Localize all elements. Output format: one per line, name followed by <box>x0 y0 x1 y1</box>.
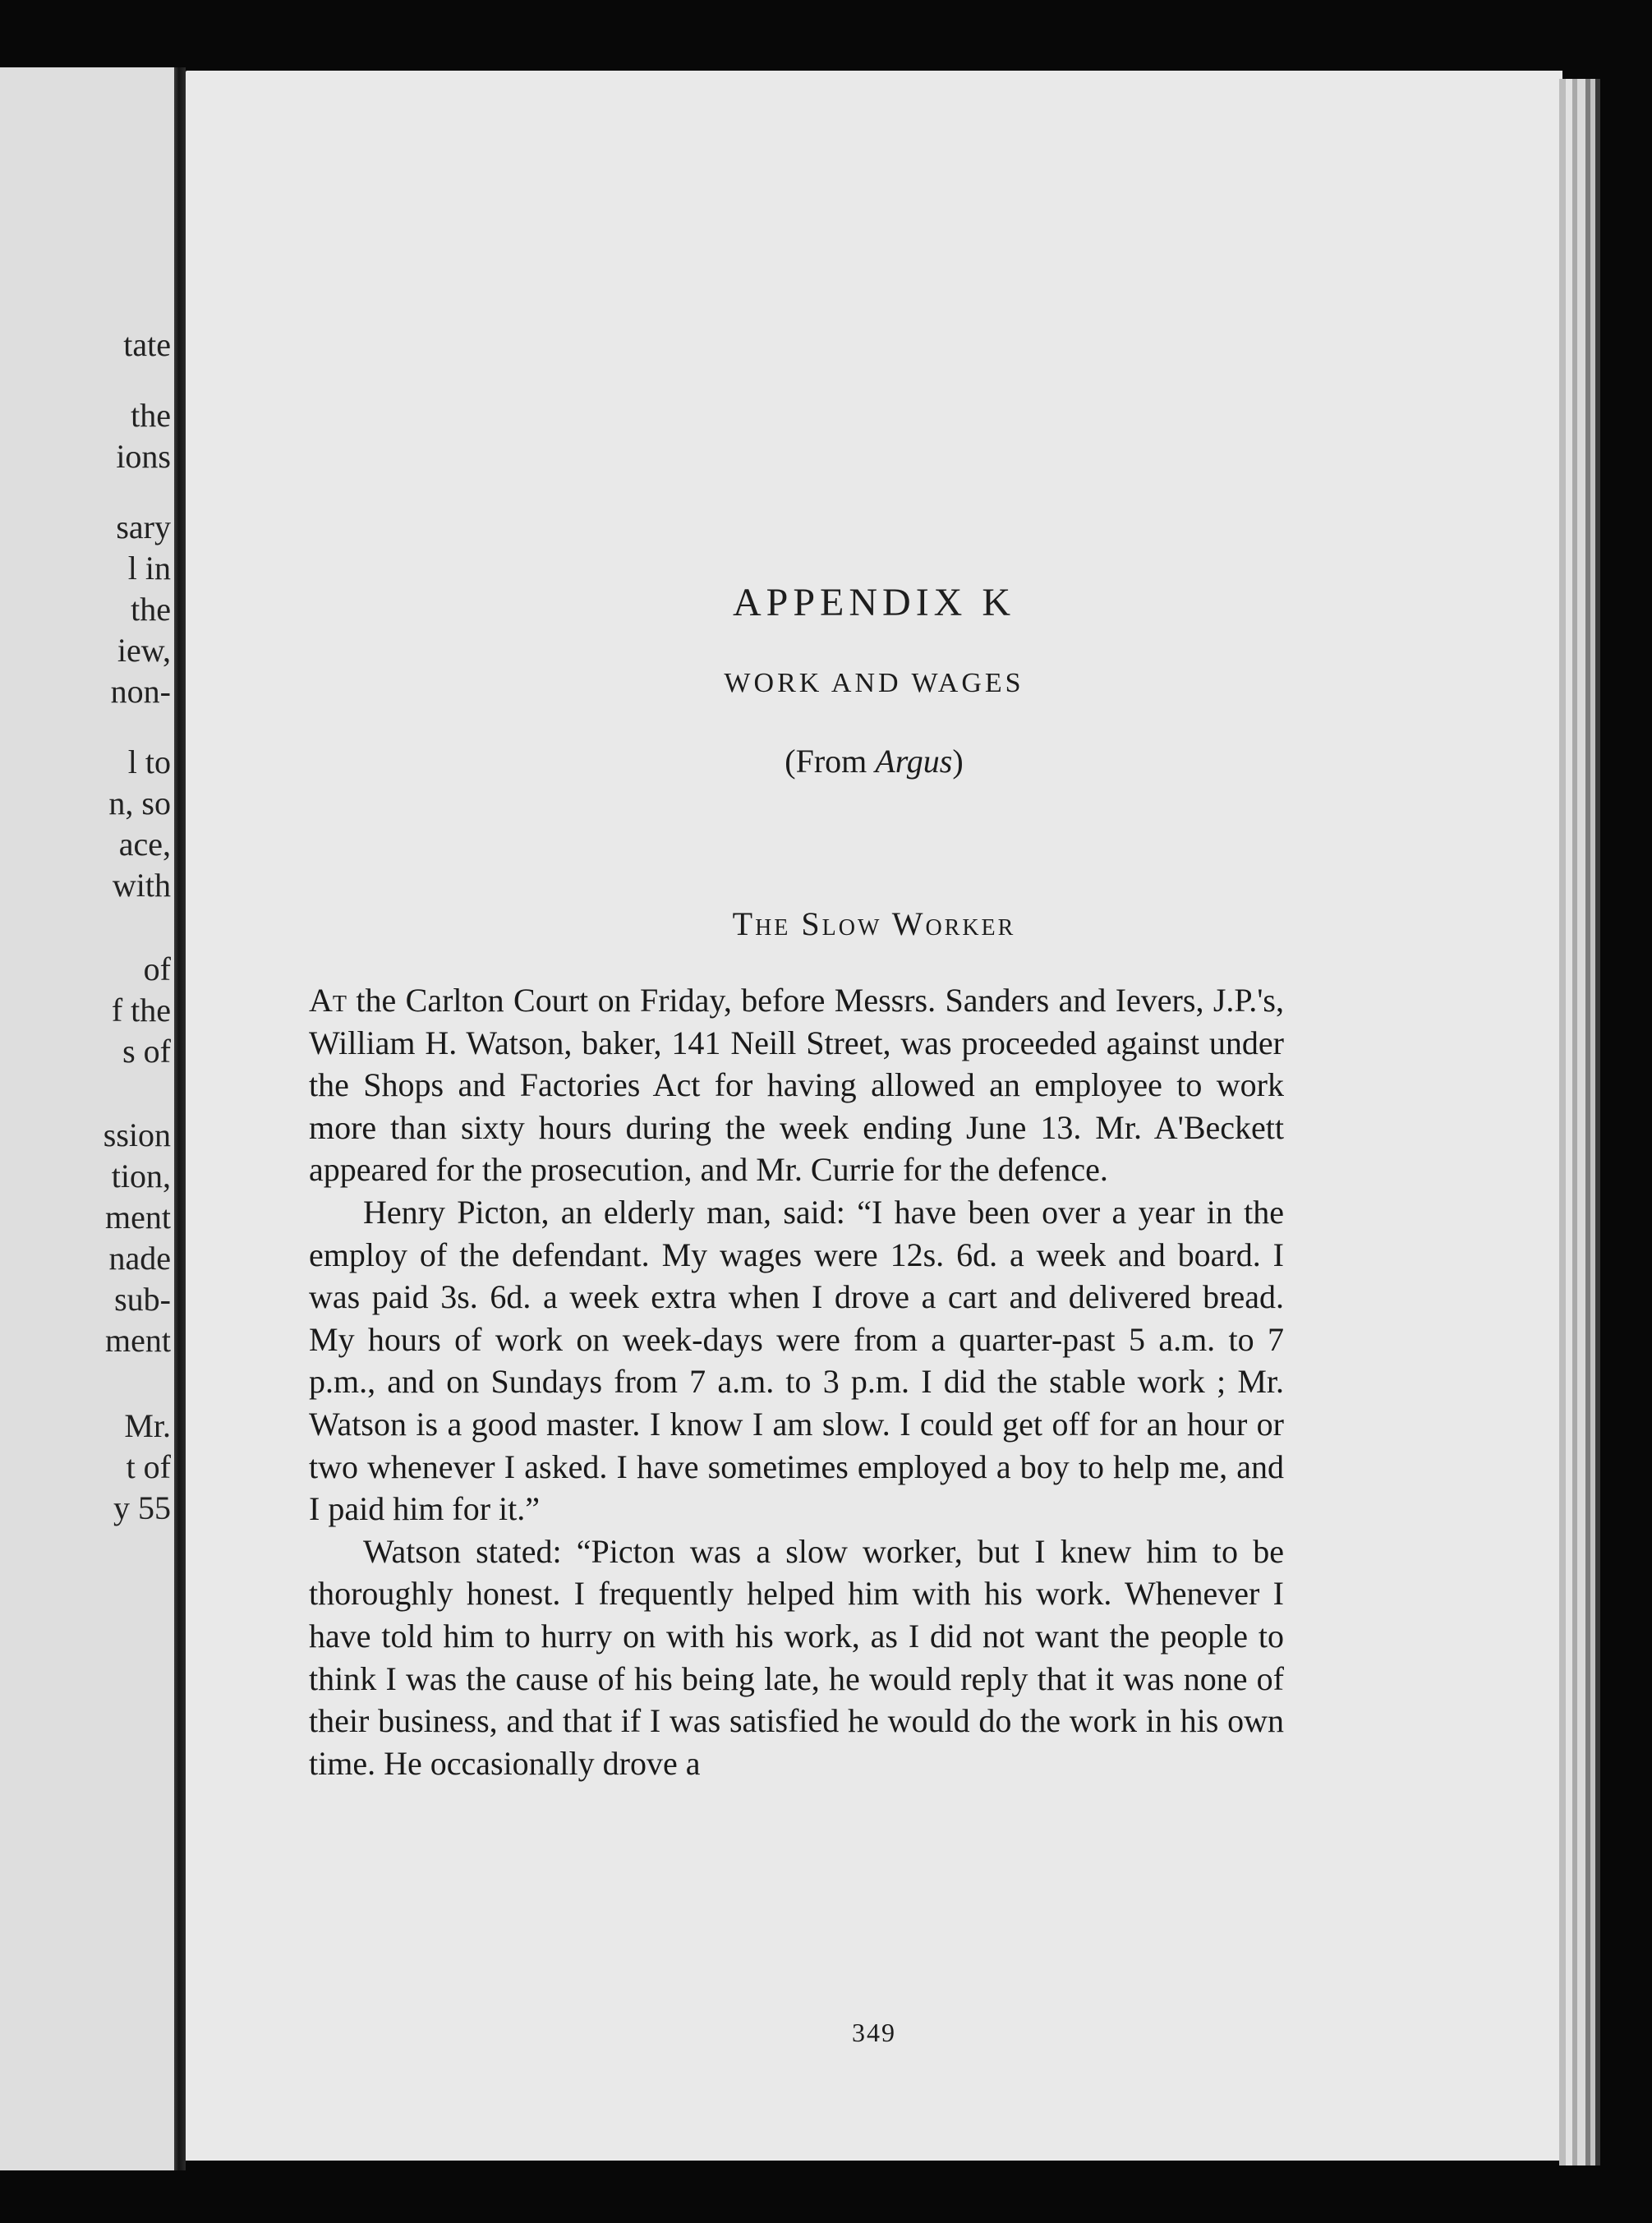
left-line-fragment: nade <box>108 1240 171 1277</box>
source-open: (From <box>785 743 876 780</box>
left-line-fragment: non- <box>110 673 171 710</box>
appendix-title: APPENDIX K <box>732 581 1015 624</box>
left-line-fragment: s of <box>122 1033 171 1070</box>
left-line-fragment: f the <box>111 992 171 1029</box>
paragraph <box>309 979 1284 1191</box>
left-line-fragment: Mr. <box>124 1407 171 1444</box>
left-line-fragment: ment <box>105 1322 171 1359</box>
left-line-fragment: l in <box>127 550 171 587</box>
left-line-fragment: iew, <box>117 632 171 669</box>
paragraph-text: the Carlton Court on Friday, before Messrs. Sanders and Ievers, J.P.'s, William H. Watson, baker, 141 Neill Street, was proceeded against under the Shops and Factories Act for having allowed an employee to work more than sixty hours during the week ending June 13. Mr. A'Beckett appeared for the prosecution, and Mr. Currie for the defence. <box>309 982 1284 1189</box>
article-subtitle: The Slow Worker <box>732 905 1016 942</box>
source-citation <box>186 742 1562 780</box>
book-page <box>186 71 1562 2161</box>
source-name: Argus <box>875 743 953 780</box>
left-line-fragment: ace, <box>118 826 171 863</box>
left-line-fragment: the <box>131 397 171 434</box>
left-line-fragment: n, so <box>108 785 171 822</box>
left-line-fragment: l to <box>127 743 171 780</box>
left-line-fragment: tion, <box>111 1158 171 1194</box>
paragraph: Henry Picton, an elderly man, said: “I have been over a year in the employ of the defendant. My wages were 12s. 6d. a week and board. I was paid 3s. 6d. a week extra when I drove a cart and delivered bread. My hours of work on week-days were from a quarter-past 5 a.m. to 7 p.m., and on Sundays from 7 a.m. to 3 p.m. I did the stable work ; Mr. Watson is a good master. I know I am slow. I could get off for an hour or two whenever I asked. I have sometimes employed a boy to help me, and I paid him for it.” <box>309 1193 1284 1528</box>
left-facing-page <box>0 67 174 2170</box>
source-close: ) <box>952 743 964 780</box>
left-line-fragment: ment <box>105 1199 171 1236</box>
left-line-fragment: ssion <box>103 1116 171 1153</box>
left-line-fragment: sub- <box>114 1281 171 1318</box>
left-line-fragment: t of <box>126 1448 171 1485</box>
left-line-fragment: ions <box>116 438 171 475</box>
left-line-fragment: y 55 <box>113 1489 171 1526</box>
left-line-fragment: the <box>131 591 171 628</box>
paragraph-lead-word: At <box>309 982 347 1019</box>
left-line-fragment: with <box>112 867 171 904</box>
left-line-fragment: sary <box>116 509 171 545</box>
paragraph: Watson stated: “Picton was a slow worker, but I knew him to be thoroughly honest. I frequently helped him with his work. Whenever I have told him to hurry on with his work, as I did not want the people to think I was the cause of his being late, he would reply that it was none of their business, and that if I was satisfied he would do the work in his own time. He occasionally drove a <box>309 1532 1284 1782</box>
book-gutter <box>174 67 186 2170</box>
left-line-fragment: tate <box>123 326 171 363</box>
article-body <box>309 979 1284 1784</box>
section-title: WORK AND WAGES <box>724 668 1024 698</box>
page-number: 349 <box>852 2018 896 2047</box>
left-line-fragment: of <box>143 950 171 987</box>
page-stack-edge <box>1559 79 1600 2165</box>
